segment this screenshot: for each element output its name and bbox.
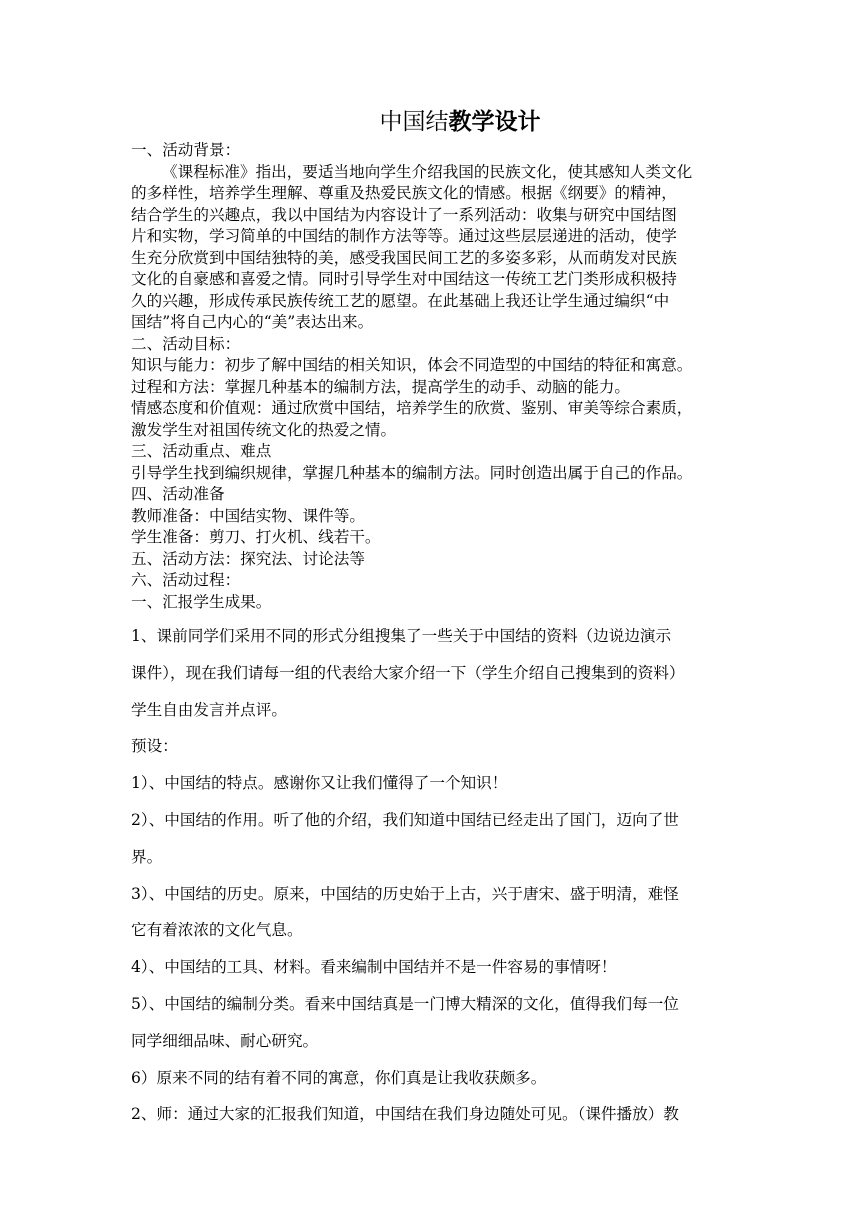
list-item: 1）、中国结的特点。感谢你又让我们懂得了一个知识！	[131, 774, 508, 793]
heading-process: 六、活动过程：	[131, 571, 241, 589]
paragraph-line: 结合学生的兴趣点，我以中国结为内容设计了一系列活动：收集与研究中国结图	[131, 205, 677, 224]
heading-methods: 五、活动方法：探究法、讨论法等	[131, 549, 365, 568]
list-item-continued: 界。	[131, 847, 163, 866]
paragraph-line: 《课程标准》指出，要适当地向学生介绍我国的民族文化，使其感知人类文化	[162, 162, 693, 181]
paragraph-line: 久的兴趣，形成传承民族传统工艺的愿望。在此基础上我还让学生通过编织“中	[131, 291, 670, 310]
paragraph-line: 过程和方法：掌握几种基本的编制方法，提高学生的动手、动脑的能力。	[131, 377, 631, 396]
list-item: 5）、中国结的编制分类。看来中国结真是一门博大精深的文化，值得我们每一位	[131, 994, 679, 1013]
paragraph-line: 预设：	[131, 737, 178, 756]
paragraph-line: 学生自由发言并点评。	[131, 700, 287, 719]
list-item: 4）、中国结的工具、材料。看来编制中国结并不是一件容易的事情呀！	[131, 958, 617, 977]
process-section	[131, 621, 731, 1129]
paragraph-line: 学生准备：剪刀、打火机、线若干。	[131, 528, 381, 546]
list-item-continued: 同学细细品味、耐心研究。	[131, 1031, 319, 1050]
paragraph-line: 知识与能力：初步了解中国结的相关知识，体会不同造型的中国结的特征和寓意。	[131, 356, 693, 374]
list-item-continued: 它有着浓浓的文化气息。	[131, 921, 303, 940]
list-item: 6）原来不同的结有着不同的寓意，你们真是让我收获颇多。	[131, 1068, 547, 1087]
paragraph-line: 1、课前同学们采用不同的形式分组搜集了一些关于中国结的资料（边说边演示	[131, 627, 672, 645]
document-body	[131, 140, 731, 1136]
paragraph-line: 生充分欣赏到中国结独特的美，感受我国民间工艺的多姿多彩，从而萌发对民族	[131, 248, 677, 267]
page-title	[0, 106, 860, 138]
paragraph-line: 文化的自豪感和喜爱之情。同时引导学生对中国结这一传统工艺门类形成积极持	[131, 270, 677, 288]
paragraph-line: 引导学生找到编织规律，掌握几种基本的编制方法。同时创造出属于自己的作品。	[131, 463, 693, 482]
paragraph-line: 片和实物，学习简单的中国结的制作方法等等。通过这些层层递进的活动，使学	[131, 227, 677, 245]
list-item: 2）、中国结的作用。听了他的介绍，我们知道中国结已经走出了国门，迈向了世	[131, 810, 679, 829]
heading-key-points: 三、活动重点、难点	[131, 442, 272, 460]
heading-goals: 二、活动目标：	[131, 334, 241, 353]
paragraph-line: 情感态度和价值观：通过欣赏中国结，培养学生的欣赏、鉴别、审美等综合素质，	[131, 399, 693, 417]
title-part-normal: 中国结	[379, 109, 449, 135]
paragraph-line: 2、师：通过大家的汇报我们知道，中国结在我们身边随处可见。（课件播放）教	[131, 1105, 679, 1124]
paragraph-line: 的多样性，培养学生理解、尊重及热爱民族文化的情感。根据《纲要》的精神，	[131, 184, 677, 202]
subheading-report: 一、汇报学生成果。	[131, 592, 272, 611]
paragraph-line: 教师准备：中国结实物、课件等。	[131, 506, 365, 525]
paragraph-line: 激发学生对祖国传统文化的热爱之情。	[131, 420, 397, 439]
title-part-bold: 教学设计	[448, 108, 541, 135]
list-item: 3）、中国结的历史。原来，中国结的历史始于上古，兴于唐宋、盛于明清，难怪	[131, 884, 679, 903]
paragraph-line: 国结”将自己内心的“美”表达出来。	[131, 313, 374, 331]
heading-background: 一、活动背景：	[131, 141, 241, 159]
paragraph-line: 课件），现在我们请每一组的代表给大家介绍一下（学生介绍自己搜集到的资料）	[131, 663, 685, 682]
heading-preparation: 四、活动准备	[131, 485, 225, 503]
